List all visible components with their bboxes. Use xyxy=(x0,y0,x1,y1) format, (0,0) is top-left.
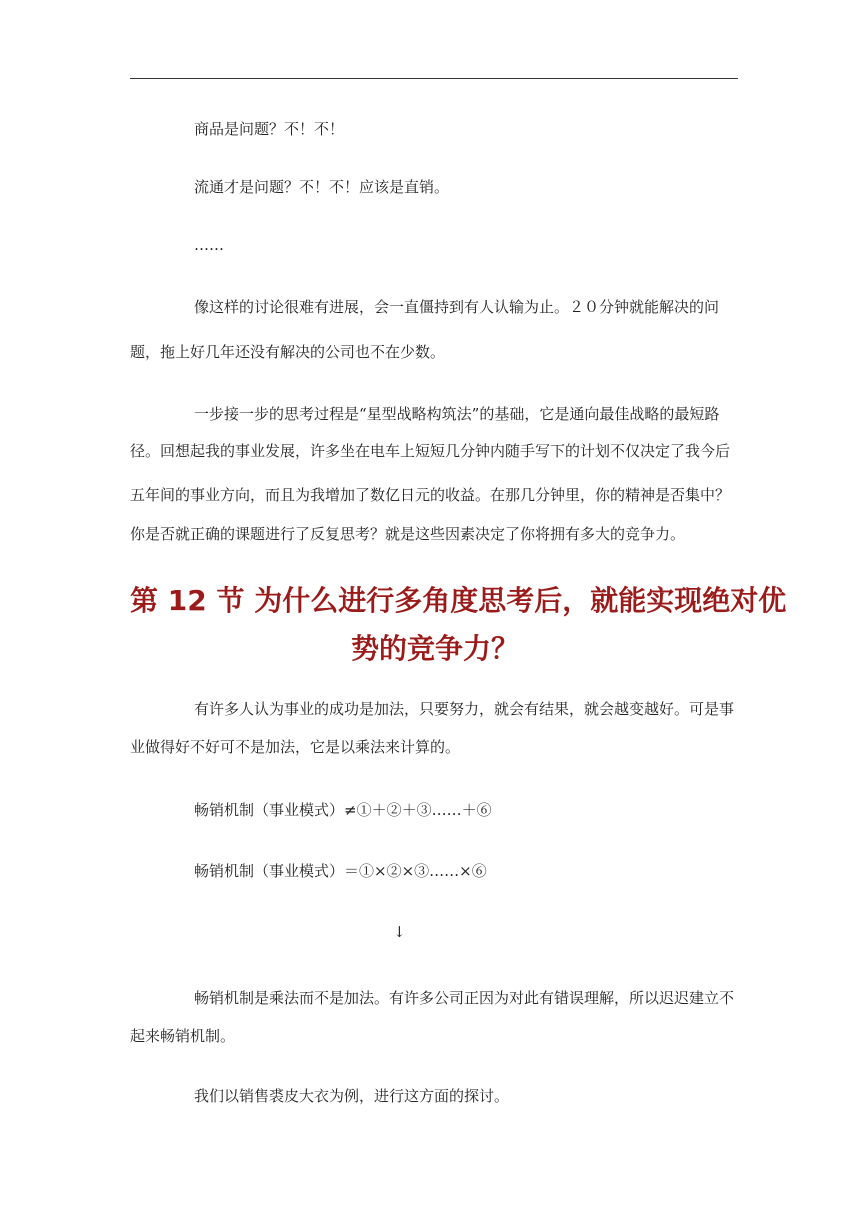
ellipsis-line: …… xyxy=(194,236,224,254)
paragraph-line: 像这样的讨论很难有进展，会一直僵持到有人认输为止。２０分钟就能解决的问 xyxy=(194,298,720,316)
paragraph-line: 径。回想起我的事业发展，许多坐在电车上短短几分钟内随手写下的计划不仅决定了我今后 xyxy=(130,442,731,460)
section-heading-continued: 势的竞争力？ xyxy=(350,632,519,665)
text-line: 流通才是问题？不！不！应该是直销。 xyxy=(194,178,450,196)
paragraph-line: 一步接一步的思考过程是“星型战略构筑法”的基础，它是通向最佳战略的最短路 xyxy=(194,405,720,423)
paragraph-line: 题，拖上好几年还没有解决的公司也不在少数。 xyxy=(130,343,446,361)
section-heading: 第 12 节 为什么进行多角度思考后，就能实现绝对优 xyxy=(130,584,787,617)
header-rule xyxy=(130,78,738,79)
down-arrow-icon: ↓ xyxy=(393,923,406,941)
paragraph-line: 起来畅销机制。 xyxy=(130,1027,236,1045)
formula-line: 畅销机制（事业模式）＝①×②×③……×⑥ xyxy=(194,862,487,880)
paragraph-line: 你是否就正确的课题进行了反复思考？就是这些因素决定了你将拥有多大的竞争力。 xyxy=(130,525,686,543)
paragraph-line: 我们以销售裘皮大衣为例，进行这方面的探讨。 xyxy=(194,1087,510,1105)
paragraph-line: 有许多人认为事业的成功是加法，只要努力，就会有结果，就会越变越好。可是事 xyxy=(194,700,735,718)
paragraph-line: 业做得好不好可不是加法，它是以乘法来计算的。 xyxy=(130,738,461,756)
text-line: 商品是问题？不！不！ xyxy=(194,120,345,138)
formula-line: 畅销机制（事业模式）≠①＋②＋③……＋⑥ xyxy=(194,801,492,819)
paragraph-line: 畅销机制是乘法而不是加法。有许多公司正因为对此有错误理解，所以迟迟建立不 xyxy=(194,989,735,1007)
paragraph-line: 五年间的事业方向，而且为我增加了数亿日元的收益。在那几分钟里，你的精神是否集中？ xyxy=(130,486,731,504)
